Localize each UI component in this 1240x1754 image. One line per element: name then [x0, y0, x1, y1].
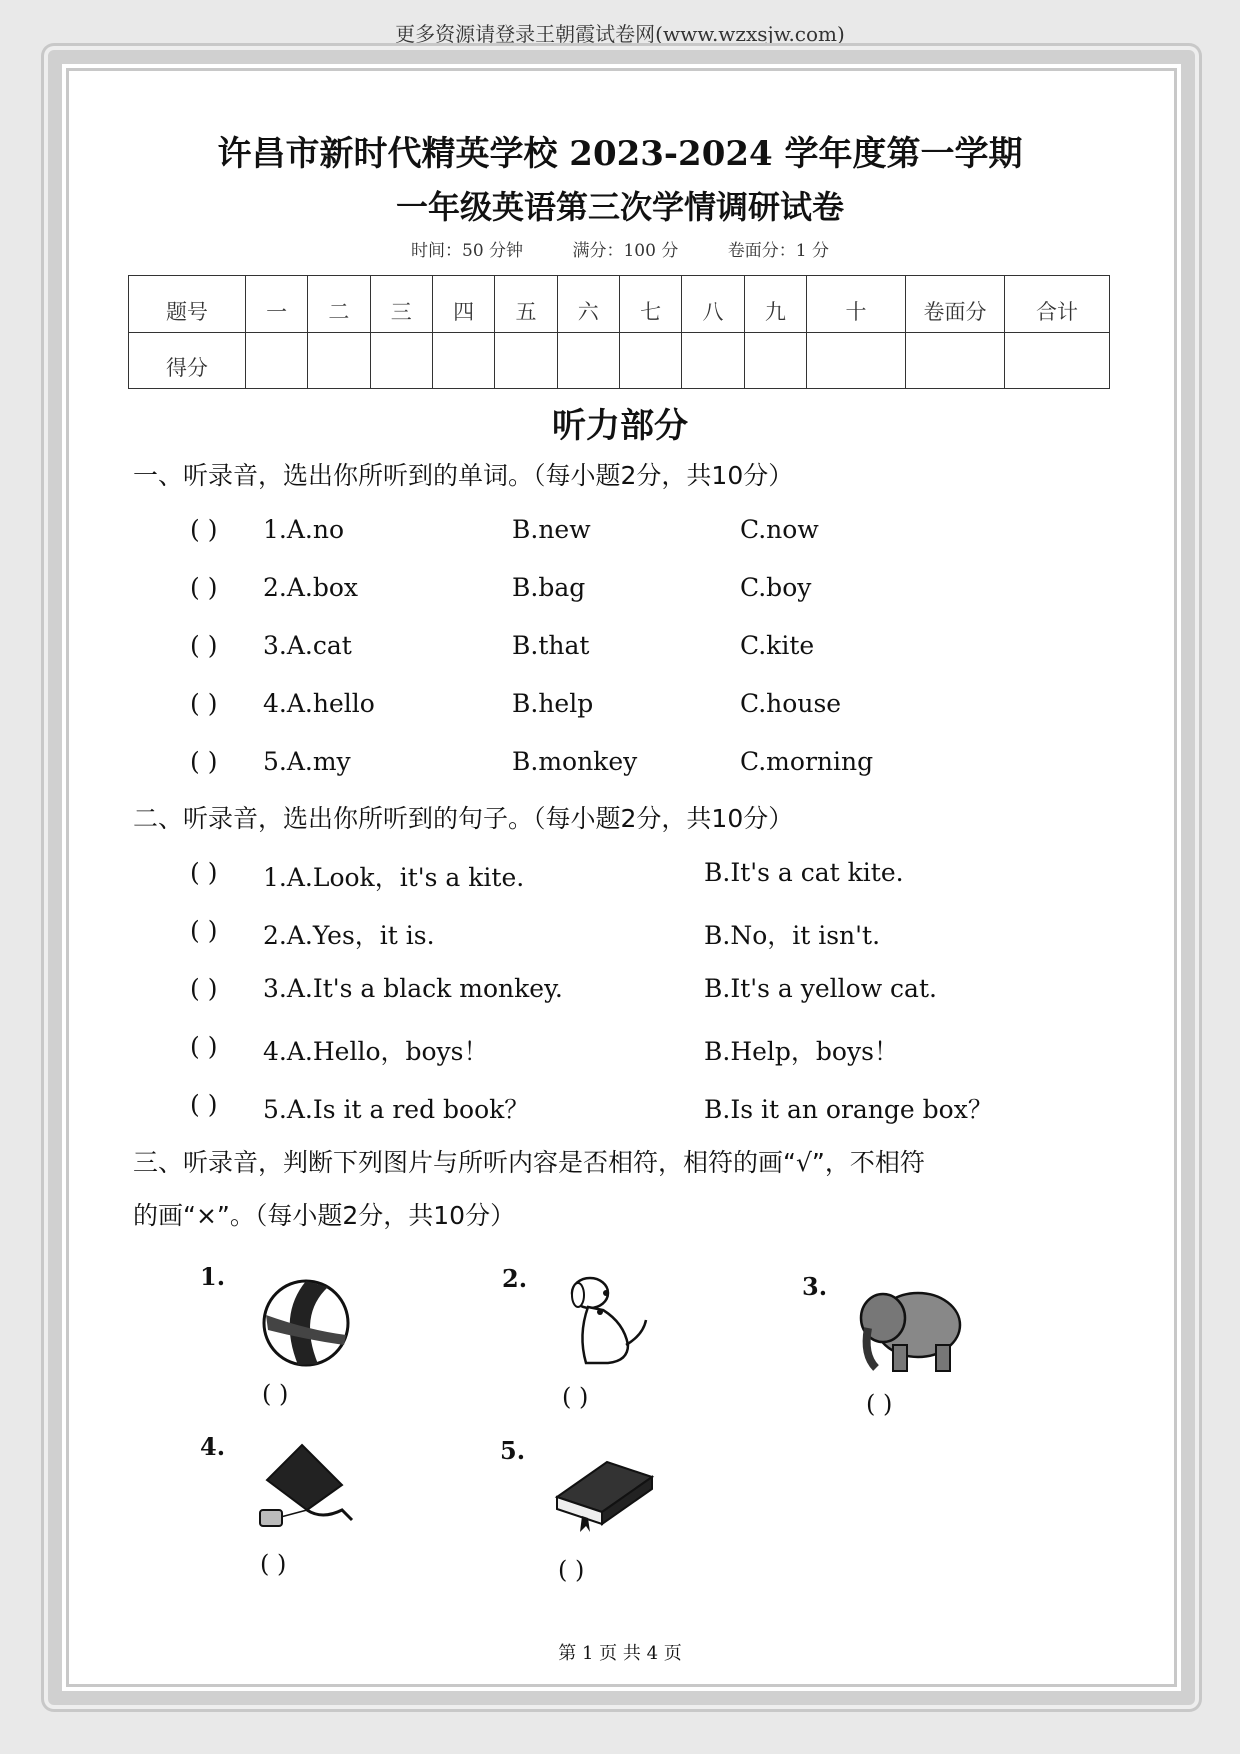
question-row: [190, 916, 1190, 950]
answer-paren[interactable]: ( ): [190, 1032, 218, 1061]
header-cell: 一: [245, 276, 307, 333]
score-cell[interactable]: [1005, 332, 1110, 389]
answer-paren[interactable]: ( ): [190, 916, 218, 945]
header-cell: 四: [432, 276, 494, 333]
header-cell: 二: [308, 276, 370, 333]
option-a: 1.A.no: [263, 515, 345, 544]
book-icon: [552, 1452, 662, 1542]
header-cell: 七: [619, 276, 681, 333]
question-row: [190, 974, 1190, 1004]
answer-paren[interactable]: ( ): [190, 974, 218, 1003]
answer-paren[interactable]: ( ): [190, 858, 218, 887]
score-cell[interactable]: [432, 332, 494, 389]
score-table-row: [129, 332, 1110, 389]
answer-paren[interactable]: ( ): [190, 573, 218, 602]
score-cell[interactable]: [557, 332, 619, 389]
answer-paren[interactable]: ( ): [260, 1550, 287, 1578]
picture-number: 1.: [200, 1262, 226, 1291]
option-a: 3.A.It's a black monkey.: [263, 974, 563, 1003]
question-row: [190, 573, 1190, 603]
question-row: [190, 747, 1190, 777]
option-c: C.morning: [740, 747, 874, 776]
option-b: B.that: [512, 631, 590, 660]
option-a: 1.A.Look，it's a kite.: [263, 863, 525, 892]
picture-number: 4.: [200, 1432, 226, 1461]
header-cell: 三: [370, 276, 432, 333]
option-c: C.now: [740, 515, 819, 544]
section2-title: 二、听录音，选出你所听到的句子。（每小题2分，共10分）: [133, 804, 794, 833]
score-table: [128, 275, 1110, 389]
kite-icon: [252, 1440, 362, 1540]
title-line2: 一年级英语第三次学情调研试卷: [395, 188, 844, 226]
score-cell[interactable]: [744, 332, 806, 389]
part-title: 听力部分: [552, 406, 688, 446]
option-a: 2.A.box: [263, 573, 359, 602]
option-b: B.It's a yellow cat.: [704, 974, 937, 1003]
option-c: C.house: [740, 689, 842, 718]
picture-number: 3.: [802, 1272, 828, 1301]
section1-title: 一、听录音，选出你所听到的单词。（每小题2分，共10分）: [133, 461, 794, 490]
question-row: [190, 1090, 1190, 1124]
header-cell: 卷面分: [906, 276, 1005, 333]
answer-paren[interactable]: ( ): [262, 1380, 289, 1408]
section3-title-line1: 三、听录音，判断下列图片与所听内容是否相符，相符的画“√”，不相符: [133, 1148, 925, 1177]
site-banner: 更多资源请登录王朝霞试卷网(www.wzxsjw.com): [395, 22, 845, 46]
option-b: B.new: [512, 515, 591, 544]
option-a: 4.A.Hello，boys！: [263, 1037, 489, 1066]
full-score-info: 满分：100 分: [572, 241, 679, 261]
question-row: [190, 1032, 1190, 1066]
option-b: B.help: [512, 689, 594, 718]
answer-paren[interactable]: ( ): [190, 747, 218, 776]
section3-title-line2: 的画“×”。（每小题2分，共10分）: [133, 1201, 516, 1230]
answer-paren[interactable]: ( ): [558, 1556, 585, 1584]
option-b: B.It's a cat kite.: [704, 858, 904, 887]
answer-paren[interactable]: ( ): [190, 689, 218, 718]
score-cell[interactable]: [495, 332, 557, 389]
question-row: [190, 515, 1190, 545]
question-row: [190, 858, 1190, 892]
option-a: 5.A.Is it a red book？: [263, 1095, 530, 1124]
elephant-icon: [848, 1280, 968, 1380]
header-cell: 题号: [129, 276, 246, 333]
score-cell[interactable]: [308, 332, 370, 389]
header-cell: 五: [495, 276, 557, 333]
page-footer: 第 1 页 共 4 页: [558, 1643, 682, 1664]
option-b: B.Is it an orange box？: [704, 1095, 993, 1124]
score-cell[interactable]: [619, 332, 681, 389]
option-b: B.Help，boys！: [704, 1037, 899, 1066]
neatness-info: 卷面分：1 分: [727, 241, 829, 261]
score-cell[interactable]: [682, 332, 744, 389]
option-c: C.boy: [740, 573, 812, 602]
question-row: [190, 631, 1190, 661]
option-a: 4.A.hello: [263, 689, 375, 718]
ball-icon: [258, 1275, 354, 1371]
option-b: B.No，it isn't.: [704, 921, 881, 950]
header-cell: 六: [557, 276, 619, 333]
dog-icon: [558, 1265, 658, 1375]
option-b: B.bag: [512, 573, 586, 602]
option-a: 5.A.my: [263, 747, 351, 776]
answer-paren[interactable]: ( ): [562, 1383, 589, 1411]
header-cell: 九: [744, 276, 806, 333]
picture-number: 2.: [502, 1264, 528, 1293]
header-cell: 合计: [1005, 276, 1110, 333]
answer-paren[interactable]: ( ): [190, 515, 218, 544]
answer-paren[interactable]: ( ): [866, 1390, 893, 1418]
title-line1: 许昌市新时代精英学校 2023-2024 学年度第一学期: [217, 134, 1023, 174]
score-cell[interactable]: [370, 332, 432, 389]
header-cell: 八: [682, 276, 744, 333]
answer-paren[interactable]: ( ): [190, 631, 218, 660]
score-cell[interactable]: [807, 332, 906, 389]
option-a: 2.A.Yes，it is.: [263, 921, 435, 950]
answer-paren[interactable]: ( ): [190, 1090, 218, 1119]
picture-number: 5.: [500, 1436, 526, 1465]
exam-info: [0, 236, 1240, 261]
score-cell[interactable]: [245, 332, 307, 389]
option-b: B.monkey: [512, 747, 638, 776]
question-row: [190, 689, 1190, 719]
score-cell[interactable]: [906, 332, 1005, 389]
time-info: 时间：50 分钟: [411, 241, 524, 261]
option-c: C.kite: [740, 631, 815, 660]
header-cell: 十: [807, 276, 906, 333]
row-label: 得分: [129, 332, 246, 389]
option-a: 3.A.cat: [263, 631, 352, 660]
score-table-header: [129, 276, 1110, 333]
